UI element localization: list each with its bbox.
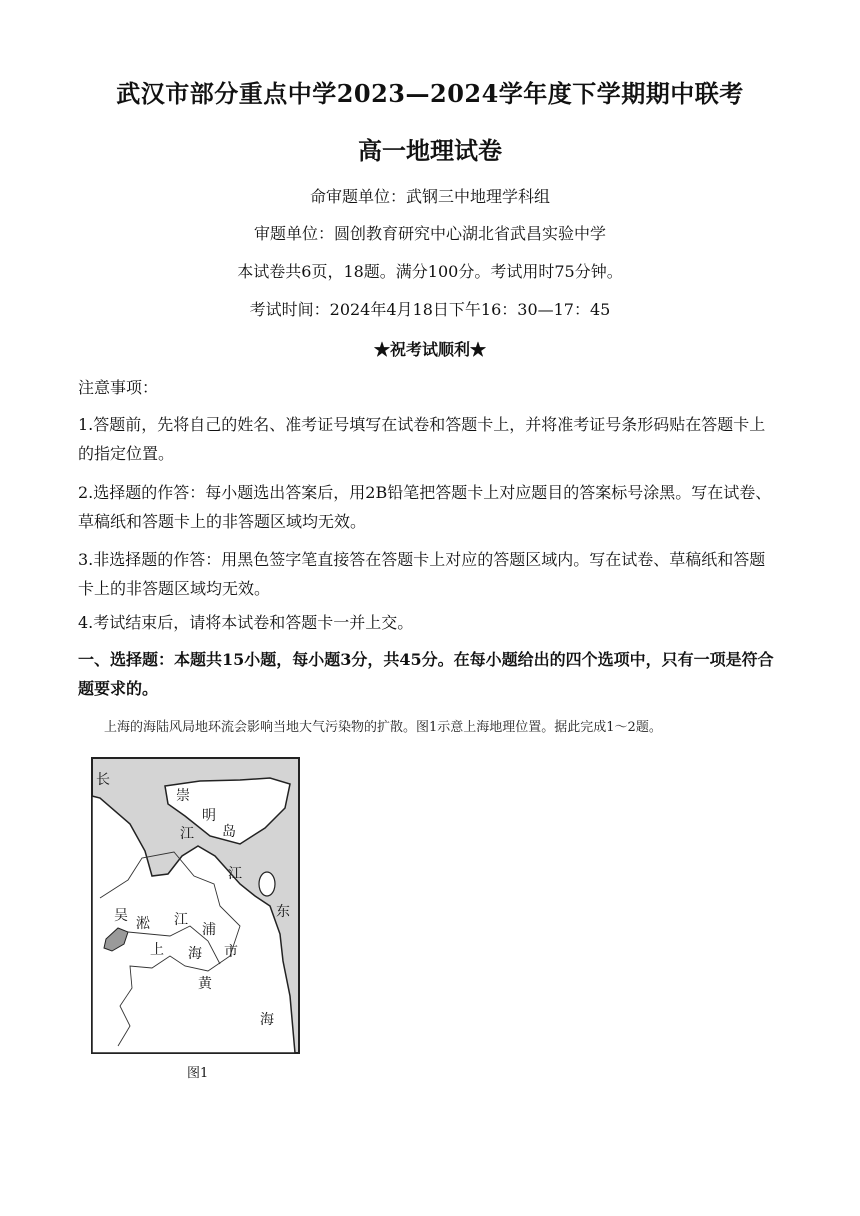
- map-label-dong: 东: [276, 904, 290, 920]
- map-label-jiang-2: 江: [228, 866, 242, 882]
- figure-caption: 图1: [187, 1066, 209, 1081]
- map-label-ming: 明: [202, 808, 216, 824]
- exam-scope: 本试卷共6页，18题。满分100分。考试用时75分钟。: [237, 262, 623, 281]
- exam-title: 武汉市部分重点中学2023—2024学年度下学期期中联考: [116, 79, 744, 108]
- map-label-chong: 崇: [176, 788, 190, 804]
- map-label-shi: 市: [224, 944, 238, 960]
- notice-title: 注意事项：: [78, 378, 159, 397]
- map-label-pu: 浦: [202, 922, 216, 938]
- map-label-jiang-3: 江: [174, 912, 188, 928]
- notice-item-4: 4.考试结束后，请将本试卷和答题卡一并上交。: [78, 613, 414, 632]
- setter-unit: 命审题单位：武钢三中地理学科组: [309, 187, 550, 206]
- shanghai-location-map: [90, 756, 302, 1056]
- question-stem: 上海的海陆风局地环流会影响当地大气污染物的扩散。图1示意上海地理位置。据此完成1～2题。: [104, 720, 662, 735]
- exam-time: 考试时间：2024年4月18日下午16：30—17：45: [249, 300, 611, 319]
- map-label-song: 淞: [136, 916, 150, 932]
- notice-item-2: 2.选择题的作答：每小题选出答案后，用2B铅笔把答题卡上对应题目的答案标号涂黑。写在试卷、草稿纸和答题卡上的非答题区域均无效。: [78, 483, 772, 531]
- map-label-huang: 黄: [198, 976, 212, 992]
- good-luck-line: ★祝考试顺利★: [373, 340, 486, 359]
- map-label-dao: 岛: [222, 824, 236, 840]
- map-label-jiang-1: 江: [180, 826, 194, 842]
- map-label-hai-2: 海: [260, 1012, 274, 1028]
- map-label-wu: 吴: [114, 908, 128, 924]
- notice-item-1: 1.答题前，先将自己的姓名、准考证号填写在试卷和答题卡上，并将准考证号条形码贴在答题卡上的指定位置。: [78, 415, 766, 463]
- notice-item-3: 3.非选择题的作答：用黑色签字笔直接答在答题卡上对应的答题区域内。写在试卷、草稿纸和答题卡上的非答题区域均无效。: [78, 550, 766, 598]
- map-label-shang: 上: [150, 942, 164, 958]
- section-heading: 一、选择题：本题共15小题，每小题3分，共45分。在每小题给出的四个选项中，只有一项是符合题要求的。: [78, 650, 774, 698]
- map-small-island: [259, 872, 275, 896]
- map-label-chang: 长: [96, 772, 110, 788]
- exam-subtitle: 高一地理试卷: [358, 136, 502, 165]
- map-label-hai-1: 海: [188, 946, 202, 962]
- reviewer-unit: 审题单位：圆创教育研究中心湖北省武昌实验中学: [253, 224, 606, 243]
